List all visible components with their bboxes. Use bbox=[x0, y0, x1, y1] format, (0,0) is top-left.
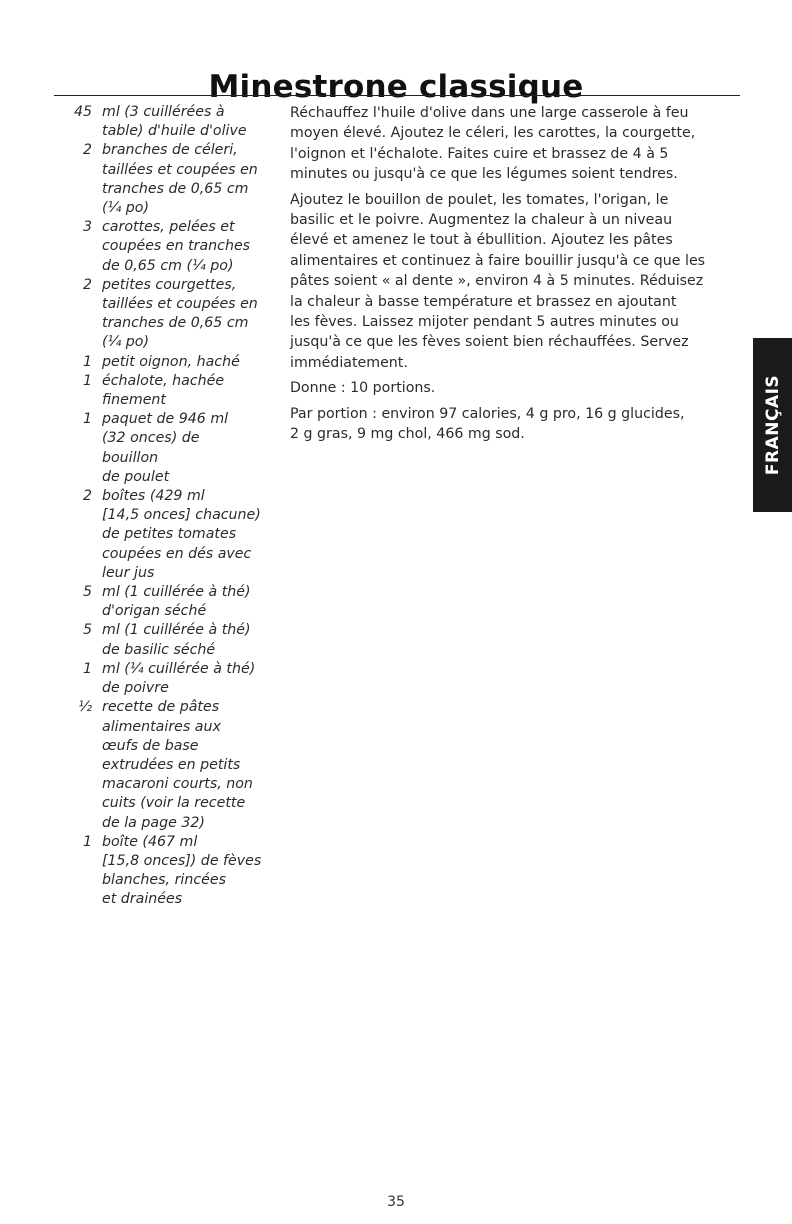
ingredient-quantity: 5 bbox=[82, 622, 92, 639]
ingredient-item bbox=[60, 276, 285, 353]
ingredient-quantity: 1 bbox=[82, 372, 92, 389]
method-paragraph: Ajoutez le bouillon de poulet, les tomates, l'origan, le basilic et le poivre. Augmentez la chaleur à un niveau élevé et amenez le tout à ébullition. Ajoutez les pâtes alimentaires et continuez à faire bouillir jusqu'à ce que les pâtes soient « al dente », environ 4 à 5 minutes. Réduisez la chaleur à basse température et brassez en ajoutant les fèves. Laissez mijoter pendant 5 autres minutes ou jusqu'à ce que les fèves soient bien réchauffées. Servez immédiatement. bbox=[290, 191, 706, 371]
ingredient-text: branches de céleri, taillées et coupées en tranches de 0,65 cm (¼ po) bbox=[102, 142, 258, 217]
ingredient-quantity: 45 bbox=[73, 104, 92, 120]
ingredient-text: carottes, pelées et coupées en tranches de 0,65 cm (¼ po) bbox=[102, 219, 251, 274]
ingredient-item bbox=[60, 660, 285, 698]
ingredient-quantity: 3 bbox=[82, 219, 92, 236]
ingredient-quantity: 1 bbox=[82, 353, 92, 370]
language-tab bbox=[753, 338, 792, 512]
ingredient-item bbox=[60, 583, 285, 621]
ingredient-quantity: 1 bbox=[82, 411, 92, 428]
ingredient-text: ml (3 cuillérées à table) d'huile d'olive bbox=[102, 104, 247, 140]
ingredient-text: ml (¼ cuillérée à thé) de poivre bbox=[102, 660, 256, 697]
ingredient-item bbox=[60, 621, 285, 659]
ingredient-item bbox=[60, 353, 285, 372]
ingredient-quantity: 2 bbox=[82, 276, 92, 293]
method-instructions bbox=[290, 103, 742, 450]
ingredient-text: échalote, hachée finement bbox=[102, 372, 225, 409]
ingredient-quantity: ½ bbox=[78, 699, 92, 716]
language-tab-label: FRANÇAIS bbox=[762, 374, 783, 476]
ingredient-text: petites courgettes, taillées et coupées en tranches de 0,65 cm (¼ po) bbox=[102, 276, 258, 351]
ingredient-quantity: 1 bbox=[82, 833, 92, 850]
nutrition-text: Par portion : environ 97 calories, 4 g pro, 16 g glucides, 2 g gras, 9 mg chol, 466 mg sod. bbox=[290, 405, 685, 443]
method-paragraph: Réchauffez l'huile d'olive dans une large casserole à feu moyen élevé. Ajoutez le céleri, les carottes, la courgette, l'oignon et l'échalote. Faites cuire et brassez de 4 à 5 minutes ou jusqu'à ce que les légumes soient tendres. bbox=[290, 105, 696, 183]
ingredient-quantity: 2 bbox=[82, 488, 92, 505]
title-divider bbox=[54, 95, 740, 96]
ingredient-item bbox=[60, 218, 285, 276]
ingredient-item bbox=[60, 698, 285, 832]
page-title: Minestrone classique bbox=[208, 68, 584, 105]
ingredient-item bbox=[60, 372, 285, 410]
ingredient-item bbox=[60, 103, 285, 141]
ingredient-item bbox=[60, 410, 285, 487]
ingredient-item bbox=[60, 487, 285, 583]
ingredient-quantity: 5 bbox=[82, 584, 92, 601]
yield-text: Donne : 10 portions. bbox=[290, 380, 436, 397]
ingredient-item bbox=[60, 141, 285, 218]
ingredient-text: recette de pâtes alimentaires aux œufs de base extrudées en petits macaroni courts, non cuits (voir la recette de la page 32) bbox=[102, 699, 253, 831]
ingredient-quantity: 1 bbox=[82, 660, 92, 677]
page-number: 35 bbox=[387, 1194, 405, 1210]
ingredient-list bbox=[60, 103, 285, 910]
ingredient-item bbox=[60, 833, 285, 910]
ingredient-text: paquet de 946 ml (32 onces) de bouillon de poulet bbox=[102, 411, 229, 485]
ingredient-text: ml (1 cuillérée à thé) de basilic séché bbox=[102, 622, 251, 658]
ingredient-text: petit oignon, haché bbox=[102, 353, 240, 370]
ingredient-text: boîte (467 ml [15,8 onces]) de fèves blanches, rincées et drainées bbox=[102, 833, 262, 908]
ingredient-quantity: 2 bbox=[82, 142, 92, 159]
ingredient-text: boîtes (429 ml [14,5 onces] chacune) de petites tomates coupées en dés avec leur jus bbox=[102, 488, 261, 581]
ingredient-text: ml (1 cuillérée à thé) d'origan séché bbox=[102, 584, 251, 620]
